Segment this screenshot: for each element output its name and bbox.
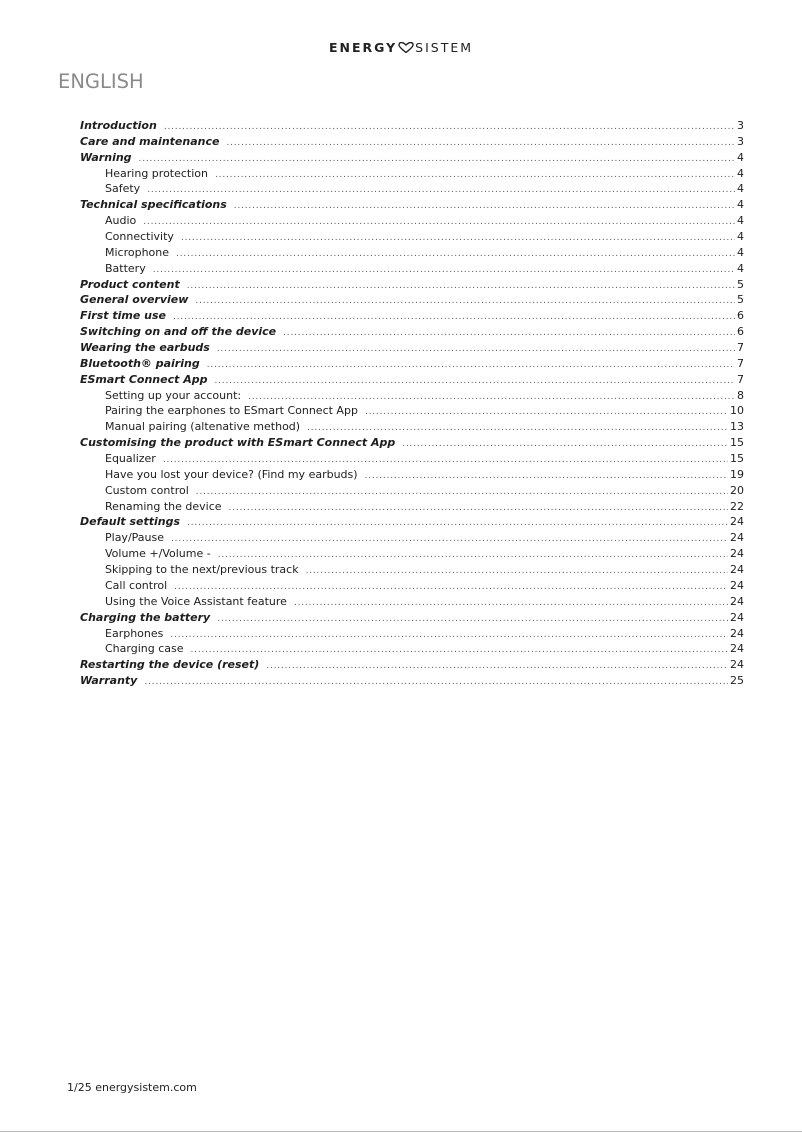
- toc-subsection-entry[interactable]: [80, 261, 744, 277]
- toc-page-number: 8: [737, 388, 744, 402]
- toc-subsection-entry[interactable]: [80, 166, 744, 182]
- toc-subsection-entry[interactable]: [80, 499, 744, 515]
- toc-page-number: 24: [730, 563, 744, 577]
- toc-subsection-entry[interactable]: [80, 483, 744, 499]
- toc-section-entry[interactable]: [80, 150, 744, 166]
- toc-dot-leader: [171, 532, 728, 548]
- toc-dot-leader: [229, 501, 728, 517]
- toc-page-number: 20: [730, 483, 744, 497]
- toc-subsection-entry[interactable]: [80, 530, 744, 546]
- toc-entry-title: Skipping to the next/previous track: [105, 563, 299, 577]
- toc-page-number: 24: [730, 515, 744, 529]
- language-heading: ENGLISH: [58, 70, 144, 93]
- toc-page-number: 24: [730, 642, 744, 656]
- toc-entry-title: Introduction: [80, 119, 157, 132]
- toc-page-number: 5: [737, 293, 744, 307]
- toc-page-number: 4: [737, 198, 744, 212]
- toc-dot-leader: [283, 326, 735, 342]
- toc-section-entry[interactable]: [80, 277, 744, 293]
- toc-entry-title: Audio: [105, 214, 137, 228]
- toc-dot-leader: [306, 564, 728, 580]
- toc-entry-title: Have you lost your device? (Find my earbuds): [105, 467, 358, 481]
- toc-entry-title: Custom control: [105, 483, 189, 497]
- brand-name-energy: ENERGY: [328, 40, 398, 55]
- toc-entry-title: Battery: [105, 261, 146, 275]
- bottom-divider: [0, 1131, 802, 1132]
- toc-entry-title: Microphone: [105, 245, 170, 259]
- toc-dot-leader: [214, 374, 735, 390]
- toc-subsection-entry[interactable]: [80, 213, 744, 229]
- toc-page-number: 13: [730, 420, 744, 434]
- toc-dot-leader: [266, 659, 728, 675]
- toc-dot-leader: [147, 183, 735, 199]
- toc-entry-title: Technical specifications: [80, 198, 227, 212]
- toc-subsection-entry[interactable]: [80, 562, 744, 578]
- toc-page-number: 22: [730, 499, 744, 513]
- toc-page-number: 15: [730, 452, 744, 466]
- toc-subsection-entry[interactable]: [80, 388, 744, 404]
- toc-section-entry[interactable]: [80, 435, 744, 451]
- toc-page-number: 4: [737, 150, 744, 164]
- toc-dot-leader: [170, 628, 728, 644]
- toc-page-number: 24: [730, 658, 744, 672]
- toc-subsection-entry[interactable]: [80, 245, 744, 261]
- toc-section-entry[interactable]: [80, 673, 744, 689]
- toc-page-number: 6: [737, 325, 744, 339]
- toc-page-number: 24: [730, 547, 744, 561]
- toc-entry-title: Play/Pause: [105, 531, 164, 545]
- toc-entry-title: Warning: [80, 150, 132, 164]
- toc-section-entry[interactable]: [80, 356, 744, 372]
- toc-section-entry[interactable]: [80, 610, 744, 626]
- toc-entry-title: First time use: [80, 309, 166, 323]
- toc-dot-leader: [402, 437, 728, 453]
- toc-subsection-entry[interactable]: [80, 626, 744, 642]
- toc-entry-title: Manual pairing (altenative method): [105, 420, 301, 434]
- toc-section-entry[interactable]: [80, 372, 744, 388]
- toc-entry-title: Bluetooth® pairing: [80, 356, 200, 370]
- toc-page-number: 4: [737, 214, 744, 228]
- toc-page-number: 4: [737, 182, 744, 196]
- toc-section-entry[interactable]: [80, 134, 744, 150]
- toc-dot-leader: [226, 136, 735, 152]
- toc-subsection-entry[interactable]: [80, 403, 744, 419]
- toc-entry-title: Renaming the device: [105, 499, 222, 513]
- toc-entry-title: Equalizer: [105, 452, 156, 466]
- toc-subsection-entry[interactable]: [80, 419, 744, 435]
- toc-section-entry[interactable]: [80, 292, 744, 308]
- toc-section-entry[interactable]: [80, 514, 744, 530]
- toc-page-number: 24: [730, 626, 744, 640]
- toc-entry-title: Default settings: [80, 515, 181, 529]
- toc-page-number: 4: [737, 261, 744, 275]
- toc-entry-title: Care and maintenance: [80, 134, 220, 148]
- toc-dot-leader: [181, 231, 735, 247]
- toc-page-number: 4: [737, 230, 744, 244]
- table-of-contents: [80, 118, 744, 689]
- toc-dot-leader: [365, 405, 728, 421]
- toc-entry-title: ESmart Connect App: [80, 372, 208, 386]
- toc-dot-leader: [195, 294, 735, 310]
- toc-page-number: 25: [730, 674, 744, 688]
- brand-name-sistem: SISTEM: [415, 40, 474, 55]
- toc-page-number: 7: [737, 341, 744, 355]
- toc-entry-title: Setting up your account:: [105, 388, 242, 402]
- toc-entry-title: Connectivity: [105, 230, 174, 244]
- toc-entry-title: Charging case: [105, 642, 184, 656]
- toc-section-entry[interactable]: [80, 308, 744, 324]
- toc-subsection-entry[interactable]: [80, 467, 744, 483]
- toc-dot-leader: [143, 215, 735, 231]
- toc-entry-title: Volume +/Volume -: [105, 547, 211, 561]
- toc-dot-leader: [207, 358, 735, 374]
- toc-subsection-entry[interactable]: [80, 229, 744, 245]
- toc-dot-leader: [196, 485, 728, 501]
- toc-page-number: 4: [737, 245, 744, 259]
- toc-section-entry[interactable]: [80, 197, 744, 213]
- toc-dot-leader: [365, 469, 728, 485]
- toc-dot-leader: [187, 516, 728, 532]
- toc-dot-leader: [144, 675, 728, 691]
- toc-page-number: 5: [737, 277, 744, 291]
- toc-section-entry[interactable]: [80, 118, 744, 134]
- toc-subsection-entry[interactable]: [80, 641, 744, 657]
- toc-entry-title: Using the Voice Assistant feature: [105, 594, 287, 608]
- toc-page-number: 19: [730, 467, 744, 481]
- toc-dot-leader: [191, 643, 729, 659]
- toc-dot-leader: [176, 247, 735, 263]
- toc-dot-leader: [234, 199, 735, 215]
- toc-page-number: 3: [737, 134, 744, 148]
- heart-check-icon: [398, 42, 414, 53]
- toc-entry-title: Hearing protection: [105, 166, 209, 180]
- toc-entry-title: Safety: [105, 182, 141, 196]
- toc-entry-title: Charging the battery: [80, 610, 211, 624]
- toc-entry-title: Pairing the earphones to ESmart Connect App: [105, 404, 358, 418]
- toc-page-number: 7: [737, 356, 744, 370]
- toc-entry-title: Warranty: [80, 674, 138, 688]
- toc-subsection-entry[interactable]: [80, 451, 744, 467]
- toc-section-entry[interactable]: [80, 324, 744, 340]
- toc-dot-leader: [217, 342, 735, 358]
- toc-page-number: 24: [730, 594, 744, 608]
- toc-page-number: 3: [737, 119, 744, 132]
- toc-entry-title: Restarting the device (reset): [80, 658, 260, 672]
- toc-dot-leader: [139, 152, 735, 168]
- toc-subsection-entry[interactable]: [80, 546, 744, 562]
- toc-subsection-entry[interactable]: [80, 594, 744, 610]
- toc-page-number: 7: [737, 372, 744, 386]
- toc-entry-title: Wearing the earbuds: [80, 341, 210, 355]
- toc-entry-title: Customising the product with ESmart Connect App: [80, 436, 396, 450]
- toc-entry-title: Product content: [80, 277, 180, 291]
- toc-section-entry[interactable]: [80, 340, 744, 356]
- toc-dot-leader: [215, 168, 735, 184]
- toc-section-entry[interactable]: [80, 657, 744, 673]
- toc-page-number: 10: [730, 404, 744, 418]
- toc-subsection-entry[interactable]: [80, 578, 744, 594]
- toc-page-number: 6: [737, 309, 744, 323]
- toc-entry-title: General overview: [80, 293, 189, 307]
- toc-dot-leader: [187, 279, 735, 295]
- toc-subsection-entry[interactable]: [80, 181, 744, 197]
- brand-logo: [0, 40, 802, 55]
- toc-dot-leader: [164, 120, 735, 136]
- page-footer: 1/25 energysistem.com: [67, 1081, 197, 1094]
- toc-page-number: 15: [730, 436, 744, 450]
- toc-dot-leader: [294, 596, 728, 612]
- toc-page-number: 24: [730, 578, 744, 592]
- toc-page-number: 4: [737, 166, 744, 180]
- toc-entry-title: Call control: [105, 578, 168, 592]
- toc-dot-leader: [153, 263, 735, 279]
- toc-entry-title: Switching on and off the device: [80, 325, 277, 339]
- toc-entry-title: Earphones: [105, 626, 164, 640]
- toc-page-number: 24: [730, 531, 744, 545]
- toc-page-number: 24: [730, 610, 744, 624]
- toc-dot-leader: [217, 612, 728, 628]
